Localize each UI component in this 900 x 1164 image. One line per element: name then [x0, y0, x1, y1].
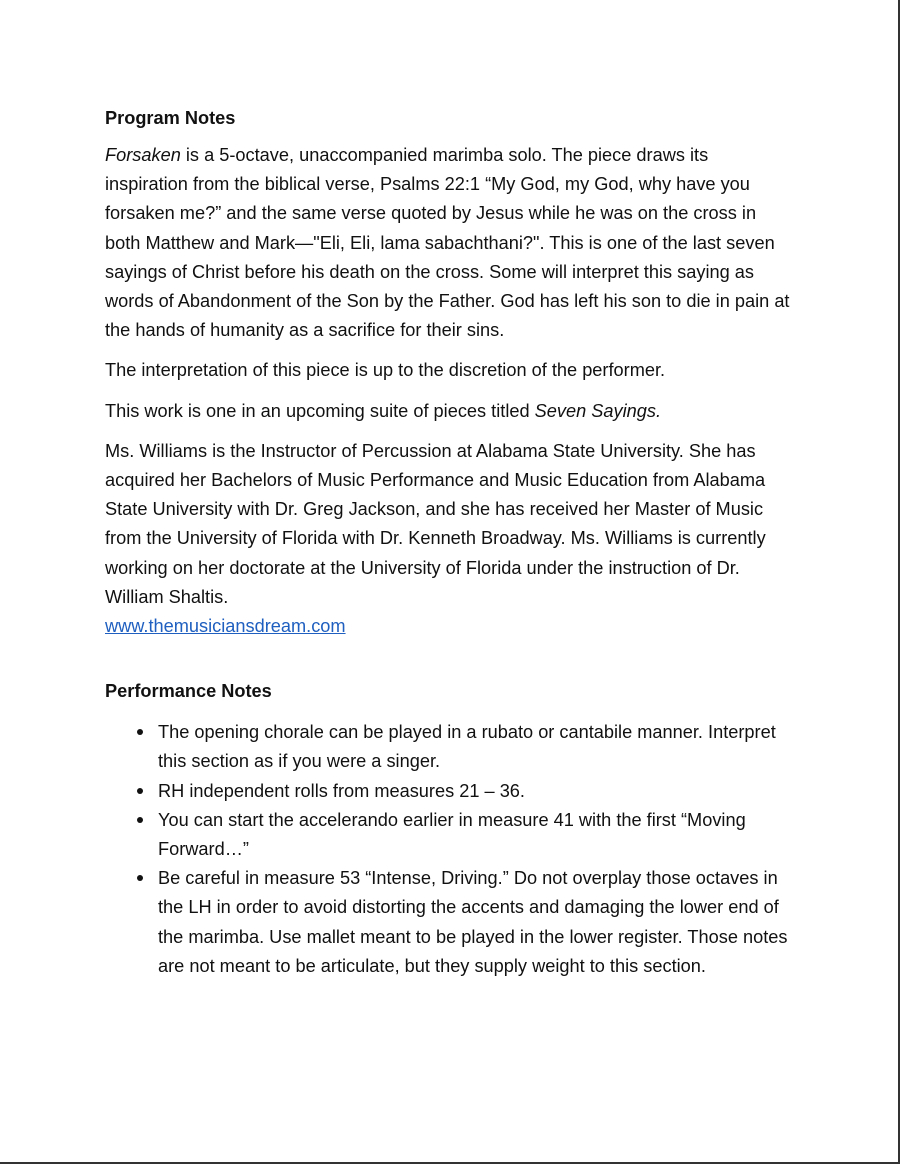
document-content	[105, 104, 795, 981]
list-item: RH independent rolls from measures 21 – 36.	[158, 777, 795, 806]
website-link[interactable]: www.themusiciansdream.com	[105, 616, 346, 637]
suite-title: Seven Sayings.	[534, 400, 662, 421]
section-spacer	[105, 641, 795, 677]
performance-notes-list	[105, 718, 795, 981]
program-notes-heading: Program Notes	[105, 108, 236, 128]
paragraph-3-text: This work is one in an upcoming suite of pieces titled	[105, 400, 535, 421]
list-item: The opening chorale can be played in a rubato or cantabile manner. Interpret this section as if you were a singer.	[158, 718, 795, 776]
paragraph-1-text: is a 5-octave, unaccompanied marimba solo. The piece draws its inspiration from the biblical verse, Psalms 22:1 “My God, my God, why have you forsaken me?” and the same verse quoted by Jesus while he was on the cross in both Matthew and Mark—"Eli, Eli, lama sabachthani?". This is one of the last seven sayings of Christ before his death on the cross. Some will interpret this saying as words of Abandonment of the Son by the Father. God has left his son to die in pain at the hands of humanity as a sacrifice for their sins.	[105, 145, 790, 341]
program-notes-paragraph-3	[105, 397, 795, 426]
program-notes-paragraph-1	[105, 141, 795, 345]
list-item: You can start the accelerando earlier in measure 41 with the first “Moving Forward…”	[158, 806, 795, 864]
performance-notes-heading: Performance Notes	[105, 681, 272, 702]
bio-text: Ms. Williams is the Instructor of Percussion at Alabama State University. She has acquired her Bachelors of Music Performance and Music Education from Alabama State University with Dr. Greg Jackson, and she has received her Master of Music from the University of Florida with Dr. Kenneth Broadway. Ms. Williams is currently working on her doctorate at the University of Florida under the instruction of Dr. William Shaltis.	[105, 440, 766, 607]
program-notes-paragraph-2: The interpretation of this piece is up to the discretion of the performer.	[105, 360, 666, 381]
piece-title: Forsaken	[105, 145, 181, 165]
program-notes-paragraph-4	[105, 437, 795, 641]
list-item: Be careful in measure 53 “Intense, Driving.” Do not overplay those octaves in the LH in order to avoid distorting the accents and damaging the lower end of the marimba. Use mallet meant to be played in the lower register. Those notes are not meant to be articulate, but they supply weight to this section.	[158, 864, 795, 981]
